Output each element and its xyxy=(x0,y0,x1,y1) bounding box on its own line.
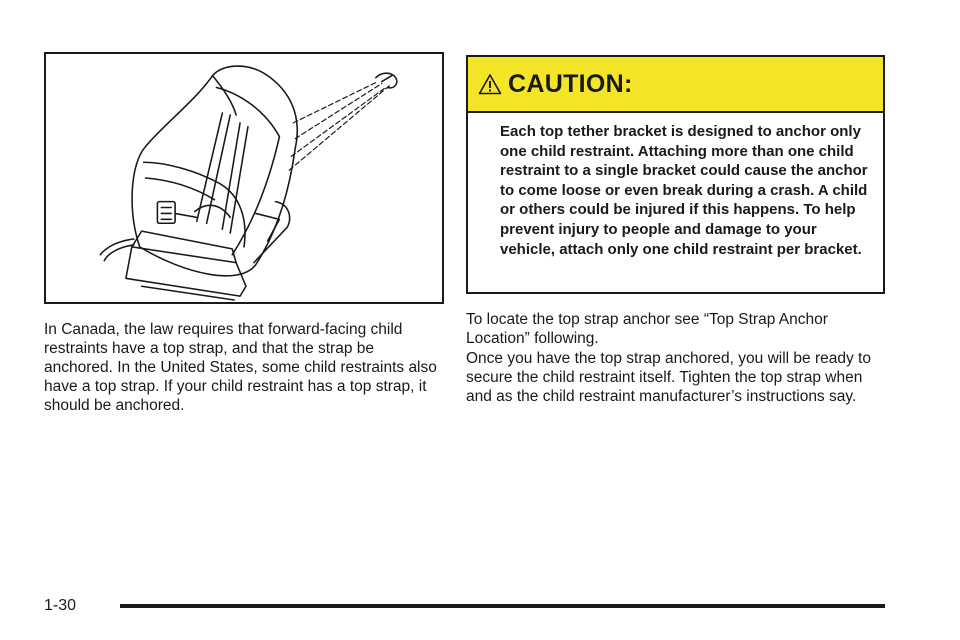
child-seat-with-top-strap-icon xyxy=(46,54,442,302)
caution-title: CAUTION: xyxy=(508,69,633,98)
caution-box xyxy=(466,55,885,294)
tighten-strap-paragraph: Once you have the top strap anchored, you will be ready to secure the child restraint itself. Tighten the top strap when and as the child restraint manufacturer’s instructions say. xyxy=(466,350,871,405)
top-strap-location-paragraph: To locate the top strap anchor see “Top Strap Anchor Location” following. xyxy=(466,311,828,347)
caution-header xyxy=(468,57,883,113)
child-seat-illustration xyxy=(44,52,444,304)
caution-text: Each top tether bracket is designed to anchor only one child restraint. Attaching more than one child restraint to a single bracket could cause the anchor to come loose or even break during a crash. A child or others could be injured if this happens. To help prevent injury to people and damage to your vehicle, attach only one child restraint per bracket. xyxy=(500,123,868,258)
canada-law-paragraph: In Canada, the law requires that forward-facing child restraints have a top strap, and that the strap be anchored. In the United States, some child restraints also have a top strap. If your child restraint has a top strap, it should be anchored. xyxy=(44,321,437,414)
warning-triangle-icon xyxy=(478,73,502,95)
footer-divider xyxy=(120,604,885,608)
page-number: 1-30 xyxy=(44,597,77,614)
